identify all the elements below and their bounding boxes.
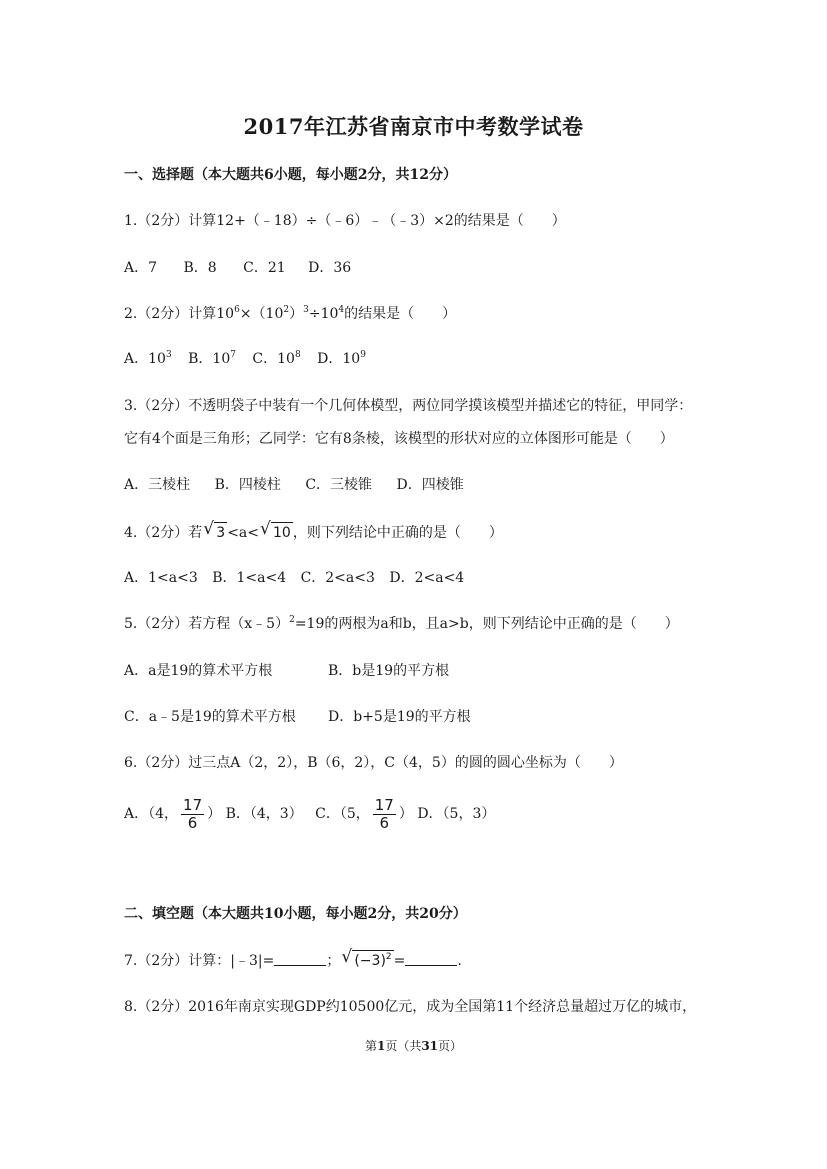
option-c: C．2<a<3 bbox=[300, 570, 375, 586]
radicand bbox=[352, 950, 393, 971]
radicand-base: (−3) bbox=[354, 953, 386, 969]
question-5-options-row-1 bbox=[124, 661, 449, 681]
option-c bbox=[252, 349, 300, 369]
question-5-options-row-2 bbox=[124, 707, 471, 727]
page-footer bbox=[0, 1037, 827, 1054]
question-6-stem: 6.（2分）过三点A（2，2），B（6，2），C（4，5）的圆的圆心坐标为（ ） bbox=[124, 755, 623, 771]
page-total: 31 bbox=[421, 1039, 439, 1053]
question-3-line-1: 3.（2分）不透明袋子中装有一个几何体模型，两位同学摸该模型并描述它的特征，甲同学： bbox=[124, 398, 693, 414]
option-a-base: A．10 bbox=[124, 351, 166, 367]
q5-text-b: =19的两根为a和b，且a>b，则下列结论中正确的是（ ） bbox=[294, 616, 679, 632]
radicand-exp: 2 bbox=[385, 952, 392, 962]
q7-text-a: 7.（2分）计算：|﹣3|= bbox=[124, 953, 275, 969]
radical-sign-icon: √ bbox=[341, 947, 353, 967]
question-8-line-1: 8.（2分）2016年南京实现GDP约10500亿元，成为全国第11个经济总量超过万亿的城市， bbox=[124, 999, 697, 1015]
option-c-fraction bbox=[373, 797, 396, 832]
q7-eq: = bbox=[393, 953, 406, 969]
answer-blank bbox=[405, 953, 457, 966]
question-5-stem bbox=[124, 614, 679, 634]
option-c: C．21 bbox=[243, 260, 286, 276]
q5-exp: 2 bbox=[289, 615, 295, 625]
option-a-suffix: ） bbox=[207, 806, 222, 822]
option-b-base: B．10 bbox=[188, 351, 231, 367]
radical-sign-icon: √ bbox=[203, 519, 215, 539]
q2-text-e: 的结果是（ ） bbox=[344, 306, 457, 322]
option-d: D．36 bbox=[308, 260, 352, 276]
option-b: B．（4，3） bbox=[225, 806, 303, 822]
q2-exp-a: 6 bbox=[234, 305, 240, 315]
question-3-options bbox=[124, 475, 464, 495]
radical-sign-icon: √ bbox=[260, 519, 271, 539]
q4-text-a: 4.（2分）若 bbox=[124, 525, 203, 541]
q2-exp-b: 2 bbox=[283, 305, 290, 315]
option-a: A．7 bbox=[124, 260, 158, 276]
q2-text-d: ÷10 bbox=[308, 306, 339, 322]
option-b: B．8 bbox=[183, 260, 217, 276]
option-a-fraction bbox=[181, 797, 204, 832]
option-d: D．四棱锥 bbox=[396, 477, 464, 493]
fraction-numerator: 17 bbox=[374, 795, 394, 814]
q2-text-a: 2.（2分）计算10 bbox=[124, 306, 235, 322]
section-heading-choice: 一、选择题（本大题共6小题，每小题2分，共12分） bbox=[124, 167, 457, 183]
option-d-base: D．10 bbox=[317, 351, 361, 367]
q5-text-a: 5.（2分）若方程（x﹣5） bbox=[124, 616, 290, 632]
answer-blank bbox=[274, 953, 326, 966]
q4-text-b: ，则下列结论中正确的是（ ） bbox=[292, 525, 503, 541]
fraction-numerator: 17 bbox=[183, 795, 203, 814]
fraction-denominator: 6 bbox=[379, 813, 390, 832]
question-1-options bbox=[124, 258, 351, 278]
section-heading-fill: 二、填空题（本大题共10小题，每小题2分，共20分） bbox=[124, 906, 467, 922]
footer-mid: 页（共 bbox=[385, 1039, 422, 1053]
option-d-exp: 9 bbox=[360, 350, 366, 360]
q7-sep: ； bbox=[326, 953, 341, 969]
option-a: A．a是19的算术平方根 bbox=[124, 663, 273, 679]
option-b: B．b是19的平方根 bbox=[328, 663, 450, 679]
q2-text-c: ） bbox=[289, 306, 304, 322]
question-6-options bbox=[124, 793, 495, 835]
footer-pre: 第 bbox=[364, 1039, 377, 1053]
option-a: A．三棱柱 bbox=[124, 477, 191, 493]
option-c: C．a﹣5是19的算术平方根 bbox=[124, 709, 296, 725]
option-c-prefix: C．（5， bbox=[315, 806, 370, 822]
option-d bbox=[317, 349, 366, 369]
question-4-options bbox=[124, 568, 464, 588]
option-b: B．四棱柱 bbox=[214, 477, 281, 493]
question-3-line-2: 它有4个面是三角形；乙同学：它有8条棱，该模型的形状对应的立体图形可能是（ ） bbox=[124, 431, 674, 447]
radicand-10: 10 bbox=[271, 522, 293, 543]
option-b-exp: 7 bbox=[230, 350, 236, 360]
option-d: D．b+5是19的平方根 bbox=[328, 709, 471, 725]
fraction-denominator: 6 bbox=[187, 813, 198, 832]
question-2-stem bbox=[124, 304, 456, 324]
option-a: A．1<a<3 bbox=[124, 570, 198, 586]
q7-end: . bbox=[457, 953, 462, 969]
q4-mid: <a< bbox=[227, 525, 259, 541]
radicand-3: 3 bbox=[214, 522, 227, 543]
question-2-options bbox=[124, 349, 366, 369]
sqrt-expression bbox=[341, 947, 393, 971]
sqrt-10 bbox=[260, 519, 293, 543]
option-c: C．三棱锥 bbox=[305, 477, 373, 493]
q2-text-b: ×（10 bbox=[239, 306, 284, 322]
option-b bbox=[188, 349, 236, 369]
question-7-stem bbox=[124, 947, 462, 971]
option-a-exp: 3 bbox=[165, 350, 172, 360]
page-title: 2017年江苏省南京市中考数学试卷 bbox=[243, 114, 584, 139]
option-d: D．（5，3） bbox=[417, 806, 496, 822]
option-a-prefix: A．（4， bbox=[124, 806, 179, 822]
option-c-base: C．10 bbox=[252, 351, 295, 367]
option-a bbox=[124, 349, 172, 369]
option-c-suffix: ） bbox=[398, 806, 413, 822]
option-d: D．2<a<4 bbox=[389, 570, 465, 586]
q2-exp-c: 3 bbox=[303, 305, 309, 315]
question-4-stem bbox=[124, 519, 503, 543]
footer-post: 页） bbox=[438, 1039, 463, 1053]
q2-exp-d: 4 bbox=[338, 305, 345, 315]
page-number: 1 bbox=[376, 1039, 386, 1053]
option-b: B．1<a<4 bbox=[212, 570, 287, 586]
option-c-exp: 8 bbox=[294, 350, 301, 360]
question-1-stem: 1.（2分）计算12+（﹣18）÷（﹣6）﹣（﹣3）×2的结果是（ ） bbox=[124, 213, 566, 229]
sqrt-3 bbox=[203, 519, 227, 543]
